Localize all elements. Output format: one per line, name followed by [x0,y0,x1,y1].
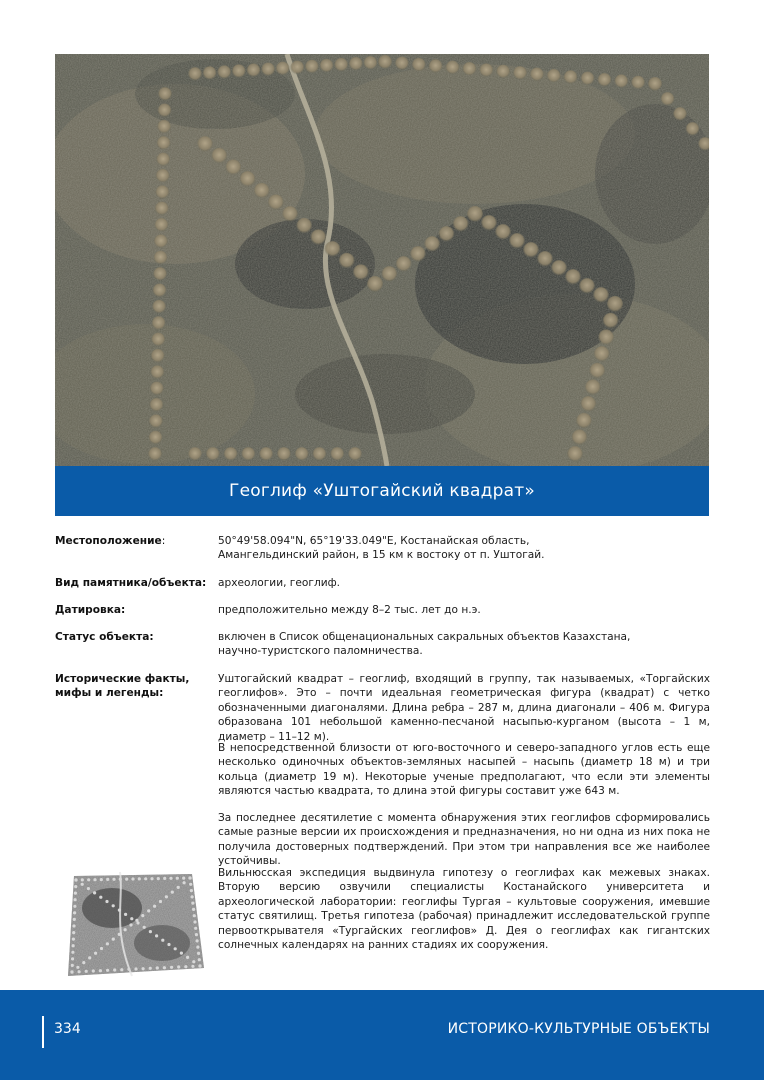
thumb-dot [71,951,74,954]
thumb-dot [189,883,192,886]
thumb-dot [165,895,168,898]
thumb-dot [197,952,200,955]
mound-mark [203,66,217,80]
mound-mark [157,120,171,134]
thumb-dot [191,965,194,968]
mound-mark [232,64,246,78]
mound-mark [320,59,334,73]
mound-mark [150,365,164,379]
mound-mark [593,287,609,303]
thumb-dot [194,927,197,930]
mound-mark [290,61,304,75]
thumb-dot [138,877,141,880]
thumb-dot [149,967,152,970]
thumb-dot [171,891,174,894]
mound-mark [224,447,238,461]
field-type-label: Вид памятника/объекта: [55,577,207,589]
mound-mark [580,396,596,412]
thumb-dot [81,878,84,881]
thumb-dot [71,957,74,960]
aerial-photo-drawing [55,54,709,466]
mound-mark [282,206,298,222]
mound-mark [156,169,170,183]
mound-mark [150,382,164,396]
mound-mark [310,229,326,245]
mound-mark [339,253,355,269]
mound-mark [197,136,213,152]
mound-mark [158,87,172,101]
mound-mark [211,148,227,164]
mound-mark [367,276,383,292]
mound-mark [157,136,171,150]
mound-mark [241,447,255,461]
thumb-dot [81,883,84,886]
mound-mark [530,67,544,81]
thumb-dot [100,947,103,950]
thumb-dot [87,887,90,890]
mound-mark [603,313,619,329]
mound-mark [188,67,202,81]
thumb-dot [99,969,102,972]
thumb-dot [112,904,115,907]
mound-mark [305,60,319,74]
thumb-dot [118,933,121,936]
field-status-label: Статус объекта: [55,631,154,643]
mound-mark [424,236,440,252]
thumb-dot [192,960,195,963]
mound-mark [467,206,483,222]
thumb-dot [177,965,180,968]
geoglyph-thumbnail [62,868,210,980]
mound-mark [296,218,312,234]
mound-mark [240,171,256,187]
thumb-dot [94,952,97,955]
thumb-dot [87,878,90,881]
thumb-dot [106,942,109,945]
thumb-dot [183,881,186,884]
thumb-dot [195,933,198,936]
mound-mark [661,92,675,106]
field-dating-value: предположительно между 8–2 тыс. лет до н.э. [218,604,481,616]
thumb-dot [147,909,150,912]
mound-mark [446,61,460,75]
page-title: Геоглиф «Уштогайский квадрат» [229,481,535,501]
mound-mark [429,59,443,73]
history-paragraph-3: За последнее десятилетие с момента обнаружения этих геоглифов сформировались самые разные версии их происхождения и предназначения, но ни одна из них пока не получила достоверных подтверждений. При этом три направления все же наиболее устойчивы. [218,812,710,868]
history-paragraph-1: Уштогайский квадрат – геоглиф, входящий в группу, так называемых, «Торгайских геоглифов». Это – почти идеальная геометрическая фигура (квадрат) с четко обозначенными диагоналями. Длина ребра – 287 м, длина диагонали – 406 м. Фигура образована 101 небольшой каменно-песчаной насыпью-курганом (высота – 1 м, диаметр – 11–12 м). [218,673,710,743]
mound-mark [523,242,539,258]
thumb-dot [130,917,133,920]
field-dating-label: Датировка: [55,604,126,616]
thumb-dot [70,970,73,973]
thumb-dot [72,938,75,941]
thumb-dot [88,956,91,959]
mound-mark [567,446,583,462]
history-paragraph-2: В непосредственной близости от юго-восточного и северо-западного углов есть еще несколько одиночных объектов-земляных насыпей – насыпь (диаметр 18 м) и три кольца (диаметр 19 м). Некоторые ученые предполагают, что если эти элементы являются частью квадрата, то длина этой фигуры составит уже 643 м. [218,742,710,798]
thumb-dot [141,914,144,917]
thumb-dot [153,905,156,908]
mound-mark [594,346,610,362]
thumb-dot [120,968,123,971]
mound-mark [225,159,241,175]
thumb-dot [71,964,74,967]
mound-mark [334,58,348,72]
thumb-dot [134,967,137,970]
thumb-dot [73,918,76,921]
mound-mark [479,63,493,77]
thumb-dot [100,878,103,881]
thumb-dot [73,905,76,908]
thumb-dot [193,914,196,917]
mound-mark [551,260,567,276]
thumb-dot [156,966,159,969]
mound-mark [156,153,170,167]
thumb-dot [144,877,147,880]
thumb-dot [74,885,77,888]
mound-mark [295,447,309,461]
thumb-dot [72,944,75,947]
mound-mark [154,251,168,265]
mound-mark [155,185,169,199]
title-bar [55,466,709,516]
history-paragraph-4: Вильнюсская экспедиция выдвинула гипотезу о геоглифах как межевых знаках. Вторую версию озвучили специалисты Костанайского университета и археологической лаборатории: геоглифы Тургая – культовые сооружения, имевшие статус святилищ. Третья гипотеза (рабочая) принадлежит исследовательской группе первооткрывателя «Тургайских геоглифов» Д. Дея о геоглифах как гигантских солнечных календарях на ранних стадиях их сооружения. [218,867,710,952]
mound-mark [585,379,601,395]
thumb-dot [149,930,152,933]
thumb-dot [125,878,128,881]
mound-mark [268,194,284,210]
thumb-dot [142,967,145,970]
thumb-dot [191,902,194,905]
thumb-dot [78,970,81,973]
mound-mark [259,447,273,461]
thumb-dot [163,877,166,880]
thumb-dot [186,956,189,959]
mound-mark [673,107,687,121]
thumb-dot [143,926,146,929]
thumb-dot [161,939,164,942]
thumb-dot [106,969,109,972]
mound-mark [598,329,614,345]
page-number: 334 [54,1021,81,1037]
thumb-dot [129,923,132,926]
thumb-dot [92,969,95,972]
mound-mark [564,70,578,84]
thumb-dot [174,947,177,950]
thumb-dot [82,961,85,964]
thumb-dot [190,889,193,892]
thumb-dot [119,878,122,881]
thumb-dot [170,966,173,969]
thumb-dot [93,891,96,894]
thumb-dot [93,878,96,881]
mound-mark [631,76,645,90]
mound-mark [276,62,290,76]
mound-mark [148,447,162,461]
thumb-dot [150,877,153,880]
thumb-dot [85,970,88,973]
thumb-dot [191,895,194,898]
mound-mark [396,256,412,272]
mound-mark [565,269,581,285]
thumb-dot [73,911,76,914]
mound-mark [348,447,362,461]
thumb-dot [74,878,77,881]
thumb-dot [135,919,138,922]
field-location-label: Местоположение: [55,535,166,547]
thumb-dot [105,900,108,903]
mound-mark [481,215,497,231]
mound-mark [153,283,167,297]
thumb-dot [99,896,102,899]
mound-mark [648,77,662,91]
mound-mark [149,398,163,412]
mound-mark [151,349,165,363]
mound-mark [453,216,469,232]
thumb-dot [182,877,185,880]
field-status-value: включен в Список общенациональных сакральных объектов Казахстана, научно-туристского паломничества. [218,631,631,658]
mound-mark [152,316,166,330]
mound-mark [378,55,392,69]
mound-mark [153,267,167,281]
mound-mark [151,333,165,347]
thumb-dot [112,878,115,881]
mound-mark [349,57,363,71]
mound-mark [579,278,595,294]
mound-mark [206,447,220,461]
thumb-dot [196,939,199,942]
mound-mark [571,429,587,445]
thumb-dot [72,924,75,927]
thumb-dot [159,900,162,903]
thumb-dot [106,878,109,881]
thumb-dot [127,968,130,971]
mound-mark [149,414,163,428]
thumb-dot [118,909,121,912]
thumb-dot [196,946,199,949]
mound-mark [412,58,426,72]
mound-mark [154,234,168,248]
field-type-value: археологии, геоглиф. [218,577,341,589]
mound-mark [277,447,291,461]
mound-mark [496,65,510,79]
thumb-dot [112,938,115,941]
mound-mark [547,69,561,83]
mound-mark [158,103,172,117]
thumb-dot [131,877,134,880]
thumb-dot [198,964,201,967]
thumb-dot [124,913,127,916]
thumb-dot [177,886,180,889]
aerial-photo [55,54,709,466]
mound-mark [607,296,623,312]
page-footer [0,990,764,1080]
footer-divider [42,1016,44,1048]
thumb-dot [74,892,77,895]
thumb-dot [176,877,179,880]
thumb-dot [72,931,75,934]
mound-mark [686,122,700,136]
mound-mark [513,66,527,80]
mound-mark [589,363,605,379]
mound-mark [576,413,592,429]
thumb-dot [198,958,201,961]
thumb-dot [192,908,195,911]
mound-mark [155,202,169,216]
mound-mark [154,218,168,232]
mound-mark [537,251,553,267]
mound-mark [410,246,426,262]
mound-mark [509,233,525,249]
thumb-dot [184,965,187,968]
mound-mark [188,447,202,461]
thumb-dot [155,934,158,937]
thumb-dot [193,920,196,923]
thumb-dot [188,876,191,879]
mound-mark [312,447,326,461]
field-location-value: 50°49'58.094"N, 65°19'33.049"E, Костанайская область, Амангельдинский район, в 15 км к востоку от п. Уштогай. [218,535,545,562]
mound-mark [495,224,511,240]
mound-mark [217,65,231,79]
thumb-dot [167,943,170,946]
mound-mark [149,431,163,445]
mound-mark [395,56,409,70]
thumb-dot [163,966,166,969]
thumb-dot [113,968,116,971]
mound-mark [330,447,344,461]
mound-mark [325,241,341,257]
mound-mark [381,266,397,282]
thumb-dot [180,952,183,955]
mound-mark [462,62,476,76]
thumb-dot [157,877,160,880]
mound-mark [597,73,611,87]
mound-mark [353,264,369,280]
field-history-label: Исторические факты, мифы и легенды: [55,673,190,700]
mound-mark [438,226,454,242]
thumb-dot [124,928,127,931]
mound-mark [581,72,595,86]
mound-mark [614,74,628,88]
mound-mark [261,62,275,76]
thumb-dot [76,966,79,969]
mound-mark [254,183,270,199]
mound-mark [247,63,261,77]
section-title: ИСТОРИКО-КУЛЬТУРНЫЕ ОБЪЕКТЫ [447,1021,710,1037]
thumb-dot [74,898,77,901]
mound-mark [152,300,166,314]
mound-mark [363,56,377,70]
thumb-dot [169,877,172,880]
